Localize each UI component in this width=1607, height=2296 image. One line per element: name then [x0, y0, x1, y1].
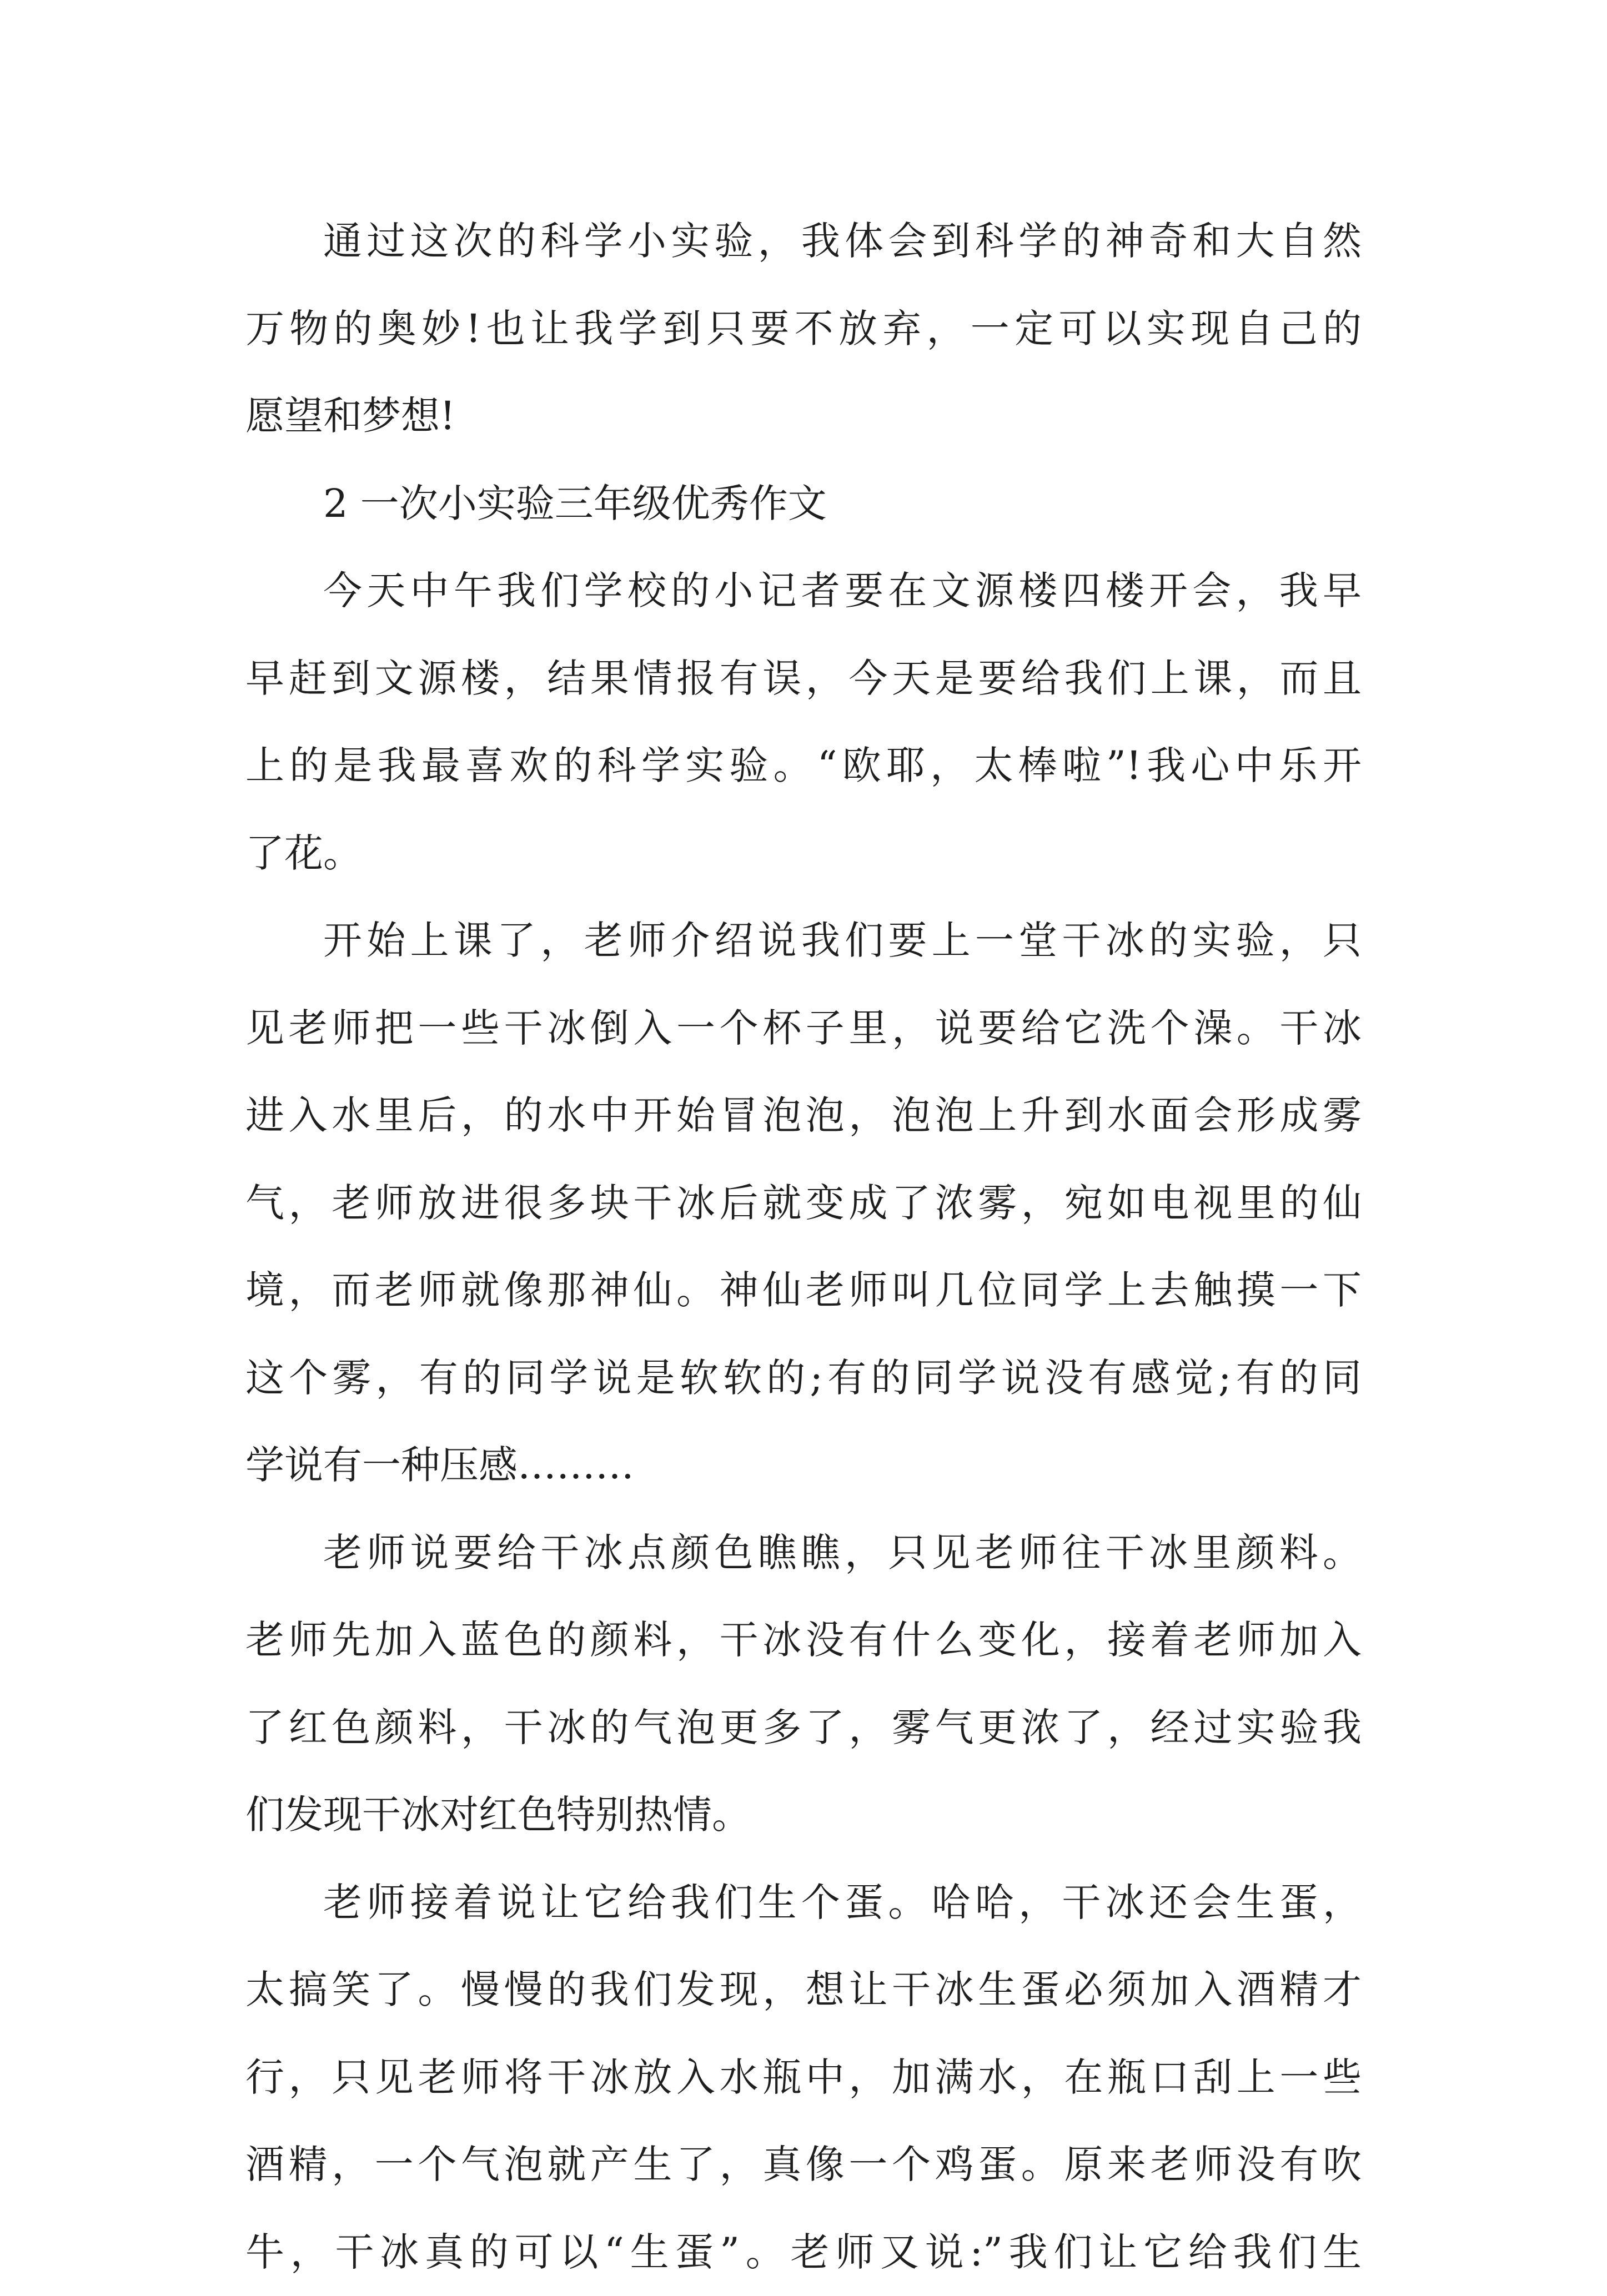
- text-line: 见老师把一些干冰倒入一个杯子里，说要给它洗个澡。干冰: [245, 985, 1362, 1073]
- text-line: 了花。: [245, 810, 1362, 898]
- document-body: [245, 198, 1362, 2296]
- paragraph-first-line: 2 一次小实验三年级优秀作文: [245, 460, 1362, 548]
- text-line: 上的是我最喜欢的科学实验。“欧耶，太棒啦”!我心中乐开: [245, 722, 1362, 810]
- text-line: 愿望和梦想!: [245, 372, 1362, 460]
- text-line: 酒精，一个气泡就产生了，真像一个鸡蛋。原来老师没有吹: [245, 2121, 1362, 2209]
- text-line: 太搞笑了。慢慢的我们发现，想让干冰生蛋必须加入酒精才: [245, 1946, 1362, 2034]
- text-line: 进入水里后，的水中开始冒泡泡，泡泡上升到水面会形成雾: [245, 1072, 1362, 1160]
- text-line: 学说有一种压感………: [245, 1422, 1362, 1509]
- text-line: 牛，干冰真的可以“生蛋”。老师又说:”我们让它给我们生: [245, 2209, 1362, 2296]
- text-line: 境，而老师就像那神仙。神仙老师叫几位同学上去触摸一下: [245, 1247, 1362, 1335]
- text-line: 行，只见老师将干冰放入水瓶中，加满水，在瓶口刮上一些: [245, 2034, 1362, 2122]
- text-line: 们发现干冰对红色特别热情。: [245, 1771, 1362, 1859]
- text-line: 万物的奥妙!也让我学到只要不放弃，一定可以实现自己的: [245, 285, 1362, 373]
- paragraph-first-line: 老师说要给干冰点颜色瞧瞧，只见老师往干冰里颜料。: [245, 1509, 1362, 1597]
- text-line: 早赶到文源楼，结果情报有误，今天是要给我们上课，而且: [245, 635, 1362, 723]
- text-line: 气，老师放进很多块干冰后就变成了浓雾，宛如电视里的仙: [245, 1160, 1362, 1247]
- text-line: 了红色颜料，干冰的气泡更多了，雾气更浓了，经过实验我: [245, 1684, 1362, 1772]
- text-line: 这个雾，有的同学说是软软的;有的同学说没有感觉;有的同: [245, 1335, 1362, 1422]
- paragraph-first-line: 开始上课了，老师介绍说我们要上一堂干冰的实验，只: [245, 897, 1362, 985]
- paragraph-first-line: 通过这次的科学小实验，我体会到科学的神奇和大自然: [245, 198, 1362, 285]
- text-line: 老师先加入蓝色的颜料，干冰没有什么变化，接着老师加入: [245, 1597, 1362, 1684]
- paragraph-first-line: 今天中午我们学校的小记者要在文源楼四楼开会，我早: [245, 547, 1362, 635]
- paragraph-first-line: 老师接着说让它给我们生个蛋。哈哈，干冰还会生蛋，: [245, 1859, 1362, 1947]
